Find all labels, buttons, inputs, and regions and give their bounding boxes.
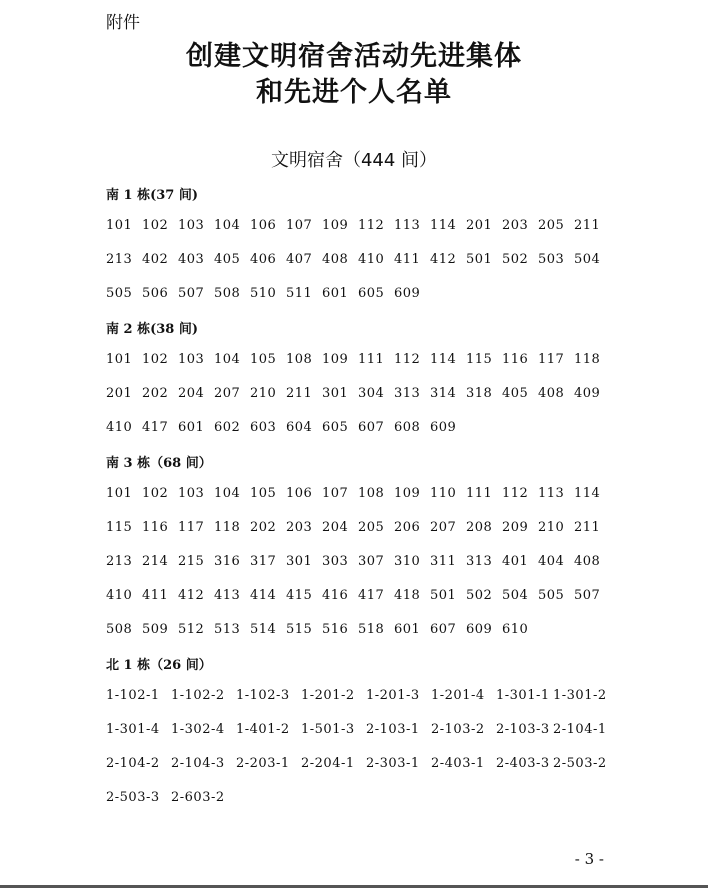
room-number: 102 [142,218,169,233]
attachment-label: 附件 [106,13,140,33]
room-number: 501 [466,252,493,267]
document-title-line-1: 创建文明宿舍活动先进集体 [186,41,522,72]
room-number: 211 [286,386,313,401]
room-number: 201 [106,386,133,401]
room-number: 516 [322,622,349,637]
room-number: 504 [574,252,601,267]
room-number: 102 [142,352,169,367]
room-number: 2-103-2 [431,722,485,737]
room-number: 609 [466,622,493,637]
room-number: 109 [322,218,349,233]
room-number: 106 [250,218,277,233]
room-number: 115 [106,520,133,535]
room-number: 214 [142,554,169,569]
room-number: 113 [394,218,421,233]
room-number: 111 [358,352,385,367]
room-number: 103 [178,218,205,233]
room-number: 104 [214,352,241,367]
room-number: 410 [106,588,133,603]
room-number: 215 [178,554,205,569]
room-number: 2-303-1 [366,756,420,771]
room-number: 210 [250,386,277,401]
room-number: 510 [250,286,277,301]
section-title: 文明宿舍（444 间） [270,150,438,171]
room-number: 107 [322,486,349,501]
room-number: 1-201-3 [366,688,420,703]
room-number: 116 [142,520,169,535]
building-heading: 南 3 栋（68 间） [106,456,212,471]
building-heading: 北 1 栋（26 间） [106,658,212,673]
room-number: 2-403-3 [496,756,550,771]
room-number: 211 [574,520,601,535]
room-number: 1-501-3 [301,722,355,737]
room-number: 2-204-1 [301,756,355,771]
room-number: 405 [214,252,241,267]
room-number: 1-201-2 [301,688,355,703]
room-number: 201 [466,218,493,233]
room-number: 102 [142,486,169,501]
room-number: 115 [466,352,493,367]
room-number: 504 [502,588,529,603]
room-number: 203 [502,218,529,233]
room-number: 502 [466,588,493,603]
room-number: 609 [394,286,421,301]
room-number: 111 [466,486,493,501]
room-number: 603 [250,420,277,435]
room-number: 202 [250,520,277,535]
room-number: 204 [322,520,349,535]
room-number: 604 [286,420,313,435]
room-number: 209 [502,520,529,535]
room-number: 206 [394,520,421,535]
room-number: 2-403-1 [431,756,485,771]
room-number: 512 [178,622,205,637]
room-number: 508 [214,286,241,301]
room-number: 1-301-2 [553,688,607,703]
room-number: 518 [358,622,385,637]
room-number: 204 [178,386,205,401]
room-number: 2-104-2 [106,756,160,771]
room-number: 413 [214,588,241,603]
room-number: 112 [394,352,421,367]
room-number: 310 [394,554,421,569]
room-number: 607 [430,622,457,637]
room-number: 101 [106,486,133,501]
room-number: 605 [358,286,385,301]
room-number: 112 [358,218,385,233]
room-number: 607 [358,420,385,435]
room-number: 106 [286,486,313,501]
room-number: 1-102-1 [106,688,160,703]
room-number: 1-201-4 [431,688,485,703]
room-number: 2-603-2 [171,790,225,805]
room-number: 418 [394,588,421,603]
room-number: 602 [214,420,241,435]
room-number: 507 [178,286,205,301]
room-number: 404 [538,554,565,569]
room-number: 103 [178,486,205,501]
room-number: 507 [574,588,601,603]
room-number: 1-102-3 [236,688,290,703]
room-number: 407 [286,252,313,267]
room-number: 417 [358,588,385,603]
room-number: 205 [538,218,565,233]
room-number: 509 [142,622,169,637]
room-number: 108 [286,352,313,367]
room-number: 314 [430,386,457,401]
room-number: 311 [430,554,457,569]
room-number: 109 [394,486,421,501]
room-number: 108 [358,486,385,501]
room-number: 107 [286,218,313,233]
room-number: 605 [322,420,349,435]
room-number: 211 [574,218,601,233]
room-number: 303 [322,554,349,569]
room-number: 114 [430,352,457,367]
room-number: 118 [214,520,241,535]
room-number: 105 [250,486,277,501]
room-number: 112 [502,486,529,501]
room-number: 601 [178,420,205,435]
room-number: 1-401-2 [236,722,290,737]
building-heading: 南 2 栋(38 间) [106,322,199,337]
room-number: 2-103-1 [366,722,420,737]
page-number: - 3 - [574,850,604,868]
room-number: 410 [106,420,133,435]
room-number: 213 [106,252,133,267]
room-number: 417 [142,420,169,435]
room-number: 610 [502,622,529,637]
room-number: 2-104-1 [553,722,607,737]
room-number: 601 [322,286,349,301]
room-number: 2-203-1 [236,756,290,771]
room-number: 203 [286,520,313,535]
room-number: 514 [250,622,277,637]
room-number: 406 [250,252,277,267]
room-number: 318 [466,386,493,401]
room-number: 1-102-2 [171,688,225,703]
room-number: 412 [178,588,205,603]
room-number: 505 [106,286,133,301]
room-number: 405 [502,386,529,401]
room-number: 1-301-4 [106,722,160,737]
room-number: 2-503-2 [553,756,607,771]
room-number: 506 [142,286,169,301]
room-number: 110 [430,486,457,501]
room-number: 205 [358,520,385,535]
room-number: 2-503-3 [106,790,160,805]
room-number: 2-103-3 [496,722,550,737]
room-number: 213 [106,554,133,569]
room-number: 513 [214,622,241,637]
room-number: 415 [286,588,313,603]
room-number: 116 [502,352,529,367]
room-number: 411 [394,252,421,267]
room-number: 1-301-1 [496,688,550,703]
room-number: 601 [394,622,421,637]
room-number: 410 [358,252,385,267]
room-number: 101 [106,352,133,367]
room-number: 117 [178,520,205,535]
room-number: 103 [178,352,205,367]
room-number: 609 [430,420,457,435]
room-number: 207 [430,520,457,535]
building-heading: 南 1 栋(37 间) [106,188,199,203]
room-number: 515 [286,622,313,637]
room-number: 202 [142,386,169,401]
room-number: 104 [214,218,241,233]
document-title-line-2: 和先进个人名单 [256,77,452,108]
room-number: 113 [538,486,565,501]
room-number: 408 [322,252,349,267]
room-number: 210 [538,520,565,535]
room-number: 416 [322,588,349,603]
room-number: 508 [106,622,133,637]
room-number: 412 [430,252,457,267]
room-number: 401 [502,554,529,569]
room-number: 313 [466,554,493,569]
room-number: 207 [214,386,241,401]
room-number: 408 [538,386,565,401]
room-number: 502 [502,252,529,267]
room-number: 2-104-3 [171,756,225,771]
page-bottom-rule [0,885,708,888]
room-number: 414 [250,588,277,603]
room-number: 503 [538,252,565,267]
room-number: 403 [178,252,205,267]
room-number: 307 [358,554,385,569]
room-number: 114 [430,218,457,233]
room-number: 117 [538,352,565,367]
room-number: 408 [574,554,601,569]
room-number: 104 [214,486,241,501]
room-number: 402 [142,252,169,267]
room-number: 505 [538,588,565,603]
room-number: 409 [574,386,601,401]
room-number: 511 [286,286,313,301]
room-number: 118 [574,352,601,367]
room-number: 109 [322,352,349,367]
room-number: 208 [466,520,493,535]
room-number: 313 [394,386,421,401]
room-number: 301 [286,554,313,569]
room-number: 316 [214,554,241,569]
room-number: 411 [142,588,169,603]
room-number: 101 [106,218,133,233]
room-number: 114 [574,486,601,501]
room-number: 105 [250,352,277,367]
room-number: 608 [394,420,421,435]
room-number: 304 [358,386,385,401]
room-number: 317 [250,554,277,569]
room-number: 1-302-4 [171,722,225,737]
room-number: 301 [322,386,349,401]
room-number: 501 [430,588,457,603]
